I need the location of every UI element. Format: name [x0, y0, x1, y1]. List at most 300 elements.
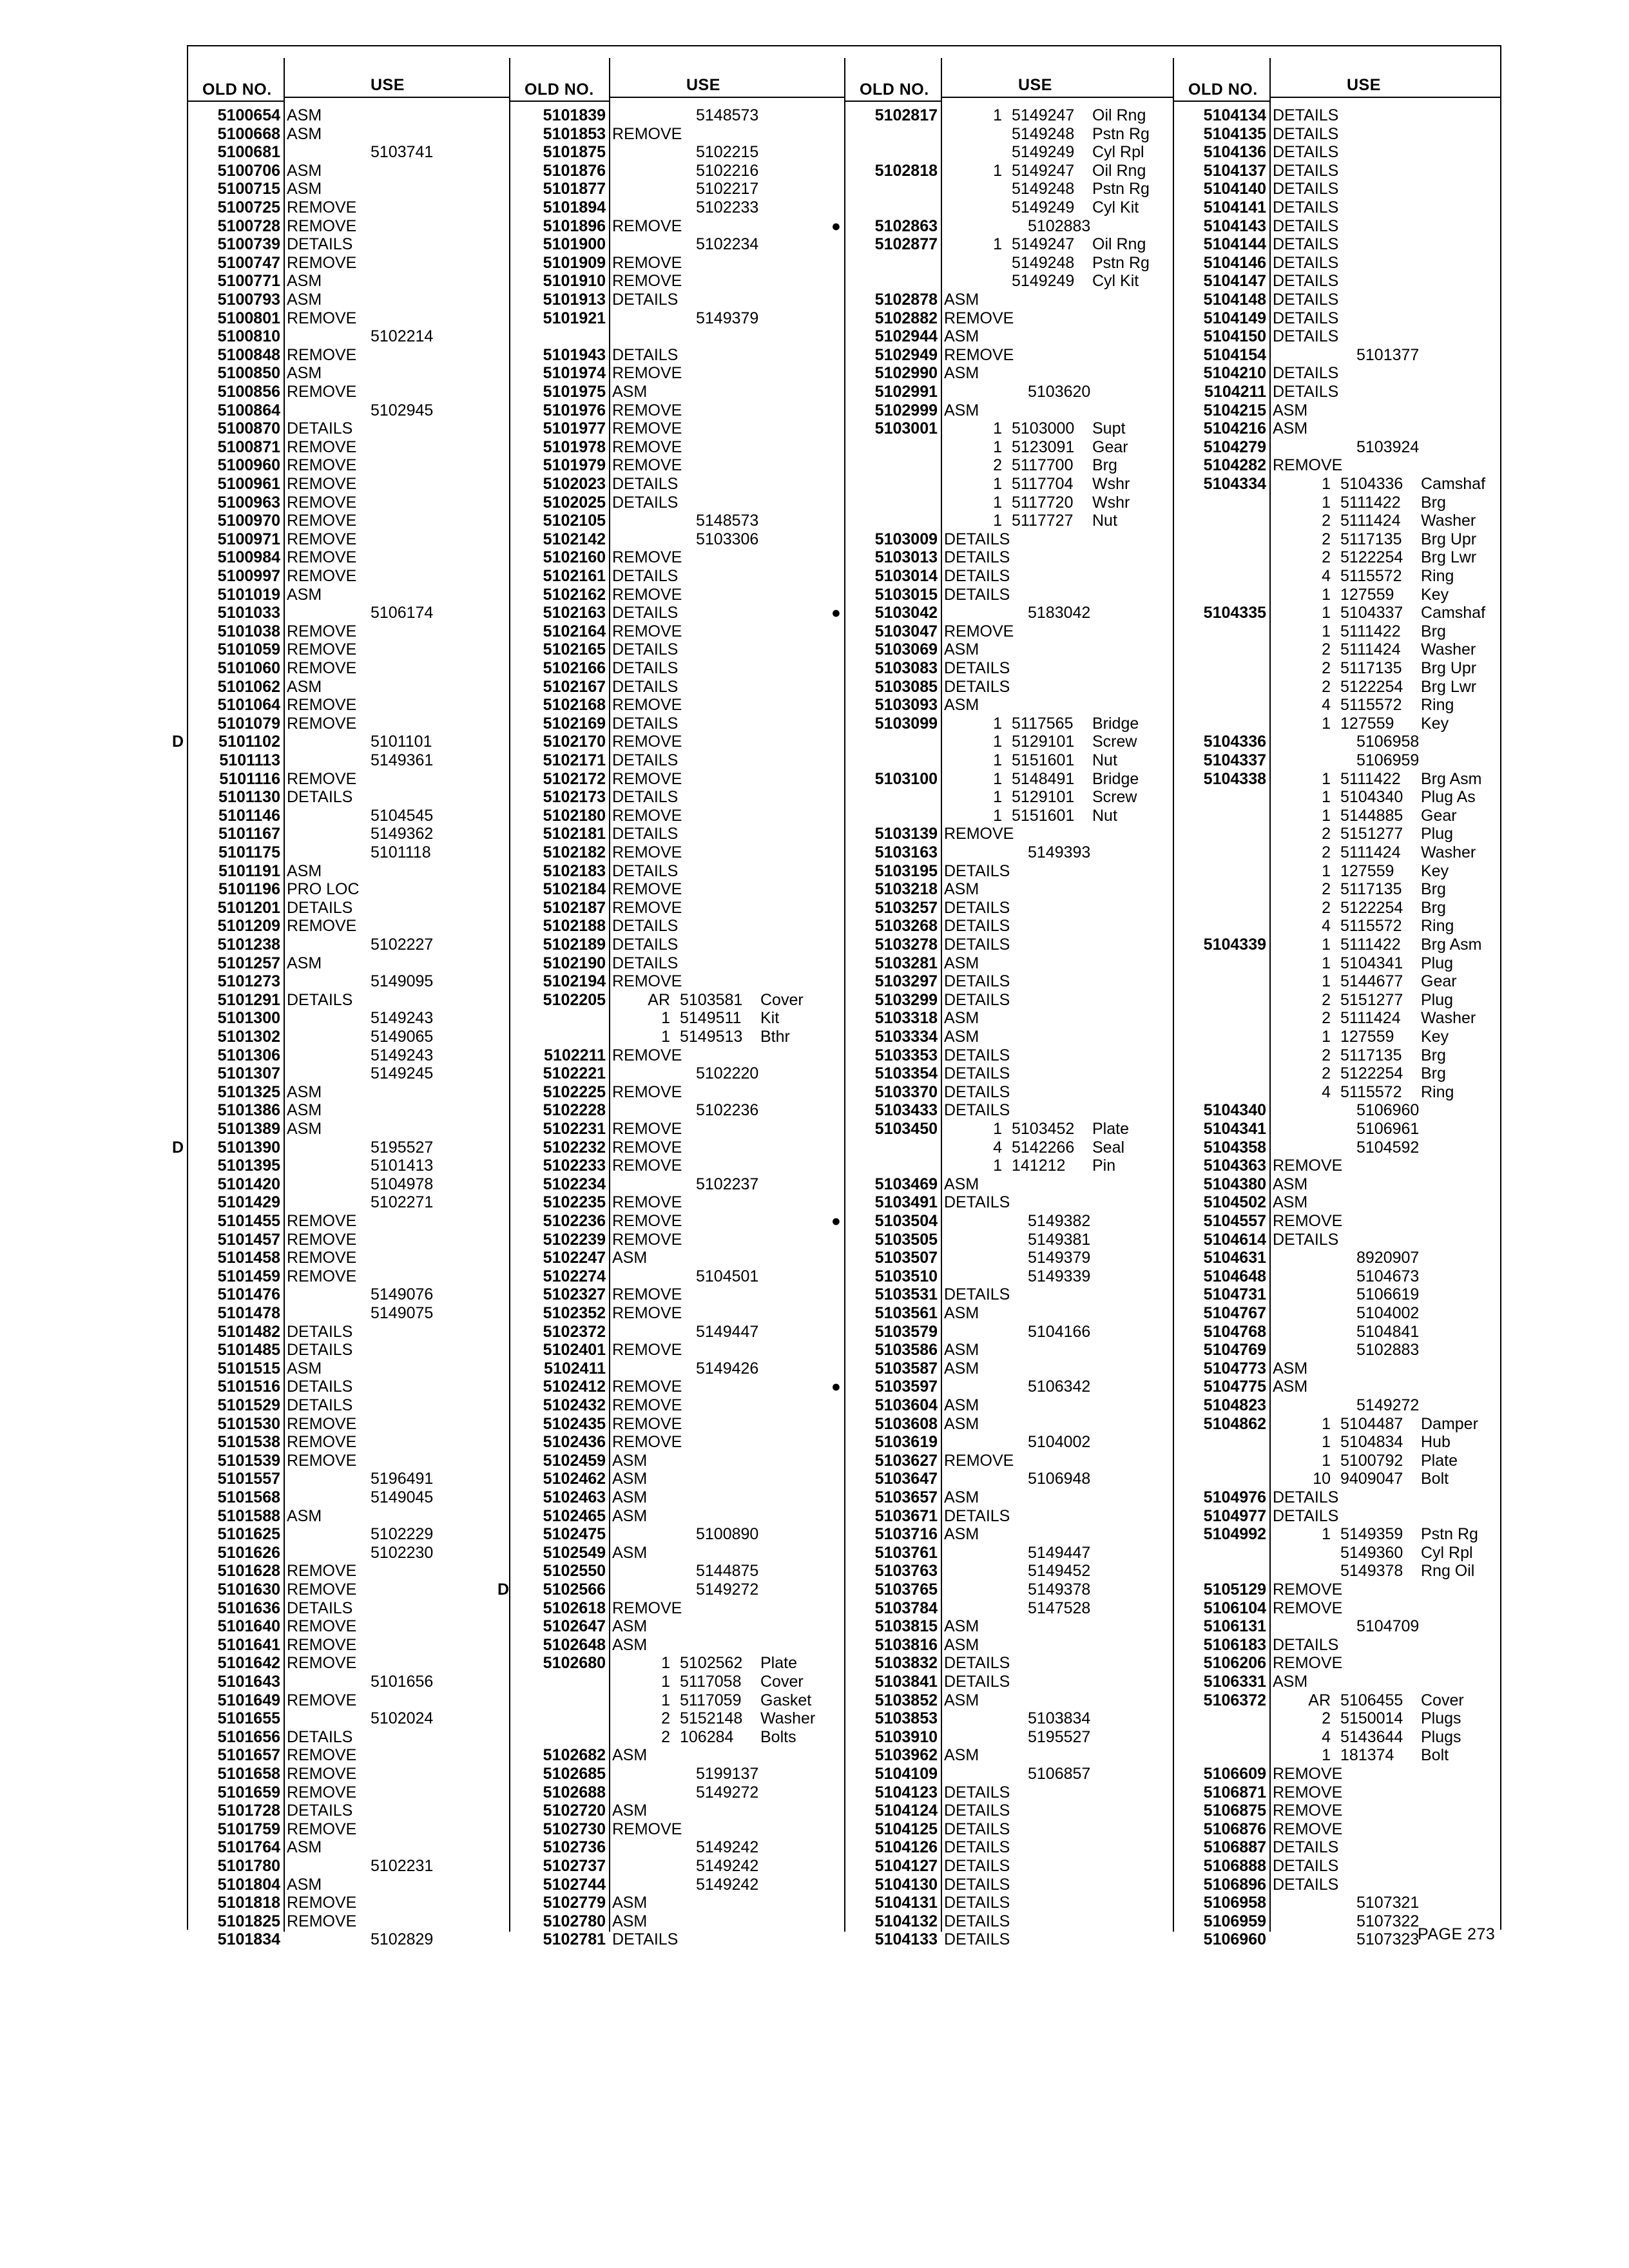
use-value: DETAILS [612, 659, 679, 677]
old-part-number: 5101978 [543, 437, 606, 456]
old-part-number: 5102165 [543, 640, 606, 659]
use-value: 5102883 [1356, 1341, 1420, 1360]
old-part-number: 5104279 [1203, 437, 1266, 456]
quantity: 1 [993, 733, 1002, 751]
part-description: Pstn Rg [1092, 253, 1150, 272]
use-value: REMOVE [1273, 1820, 1343, 1838]
use-value: DETAILS [1273, 309, 1339, 327]
use-value: ASM [944, 1746, 979, 1765]
use-value: ASM [944, 1396, 979, 1414]
use-value: REMOVE [287, 1267, 357, 1285]
row-marker: ● [831, 604, 841, 622]
quantity: 2 [1322, 843, 1331, 861]
old-part-number: 5101476 [217, 1285, 280, 1304]
old-part-number: 5103015 [874, 585, 938, 604]
use-value: REMOVE [1273, 1157, 1343, 1175]
old-part-number: 5102463 [543, 1488, 606, 1506]
part-description: Wshr [1092, 493, 1130, 512]
part-description: Nut [1092, 806, 1117, 825]
use-value: 5149075 [371, 1304, 434, 1322]
old-part-number: 5102023 [543, 475, 606, 493]
old-part-number: 5103716 [874, 1525, 938, 1544]
header-rule [941, 97, 1173, 98]
old-part-number: 5102737 [543, 1857, 606, 1875]
quantity: 1 [993, 512, 1002, 530]
use-value: ASM [944, 880, 979, 899]
use-value: 5149242 [696, 1875, 759, 1894]
use-value: REMOVE [287, 567, 357, 585]
use-value: 5151601 [1012, 806, 1075, 825]
use-value: DETAILS [944, 1838, 1010, 1857]
old-part-number: 5101759 [217, 1820, 280, 1838]
use-value: REMOVE [287, 769, 357, 788]
part-description: Pin [1092, 1157, 1116, 1175]
use-value: DETAILS [612, 567, 679, 585]
old-part-number: 5102411 [544, 1359, 606, 1378]
use-value: 5149362 [371, 825, 434, 843]
use-value: REMOVE [612, 1304, 682, 1322]
old-part-number: 5100725 [217, 198, 280, 216]
column-divider [284, 58, 285, 1932]
old-part-number: 5103318 [874, 1009, 938, 1028]
quantity: 4 [1322, 696, 1331, 715]
use-value: 5101118 [371, 843, 431, 861]
use-value: 5107323 [1356, 1930, 1420, 1949]
use-value: ASM [1273, 1673, 1308, 1691]
use-value: 5149272 [1356, 1396, 1420, 1414]
use-value: ASM [1273, 1378, 1308, 1396]
use-value: DETAILS [287, 1341, 353, 1360]
use-value: 5149359 [1340, 1525, 1403, 1544]
use-value: 5149243 [371, 1046, 434, 1064]
use-value: 5149379 [696, 309, 759, 327]
old-part-number: 5102233 [543, 1157, 606, 1175]
use-value: DETAILS [1273, 106, 1339, 124]
use-value: DETAILS [1273, 1838, 1339, 1857]
column-divider [1269, 58, 1271, 1932]
use-value: 5117704 [1012, 475, 1074, 493]
use-value: DETAILS [1273, 364, 1339, 383]
use-value: 5149247 [1012, 161, 1075, 180]
use-value: REMOVE [612, 1082, 682, 1101]
use-value: 5149452 [1028, 1562, 1091, 1581]
old-part-number: 5101291 [217, 990, 280, 1009]
part-description: Hub [1421, 1433, 1451, 1452]
quantity: 2 [1322, 640, 1331, 659]
use-value: ASM [944, 954, 979, 972]
old-part-number: 5101876 [543, 161, 606, 180]
use-value: DETAILS [612, 936, 679, 954]
use-value: 5149360 [1340, 1543, 1403, 1562]
column-divider [941, 58, 942, 1932]
use-value: DETAILS [612, 604, 679, 622]
old-part-number: 5102648 [543, 1635, 606, 1654]
old-part-number: 5102647 [543, 1617, 606, 1636]
use-value: REMOVE [612, 585, 682, 604]
old-part-number: 5100856 [217, 383, 280, 401]
use-value: ASM [287, 585, 322, 604]
old-part-number: 5103433 [874, 1101, 938, 1120]
use-value: 106284 [680, 1727, 734, 1746]
old-part-number: 5103507 [874, 1249, 938, 1267]
use-value: DETAILS [1273, 143, 1339, 162]
use-value: 5122254 [1340, 898, 1403, 917]
old-part-number: 5103278 [874, 936, 938, 954]
use-value: DETAILS [944, 677, 1010, 696]
quantity: AR [1308, 1691, 1331, 1709]
old-part-number: 5104109 [874, 1765, 938, 1783]
use-value: 5151277 [1340, 825, 1403, 843]
use-value: DETAILS [944, 1101, 1010, 1120]
old-part-number: 5101516 [217, 1378, 280, 1396]
quantity: 1 [1322, 622, 1331, 640]
use-value: ASM [287, 161, 322, 180]
use-value: ASM [287, 1101, 322, 1120]
use-value: 5149248 [1012, 180, 1075, 198]
use-value: 5102237 [696, 1175, 759, 1193]
quantity: 1 [993, 1157, 1002, 1175]
old-part-number: 5104126 [874, 1838, 938, 1857]
column-divider [609, 58, 610, 1932]
use-value: 5149247 [1012, 106, 1075, 124]
old-part-number: 5104768 [1203, 1322, 1266, 1341]
old-part-number: 5106959 [1203, 1912, 1266, 1930]
use-value: 5104002 [1356, 1304, 1420, 1322]
old-part-number: 5104336 [1203, 733, 1266, 751]
use-value: REMOVE [287, 1783, 357, 1802]
quantity: 1 [993, 806, 1002, 825]
part-description: Brg [1421, 898, 1446, 917]
old-part-number: 5102231 [543, 1120, 606, 1138]
old-part-number: 5101257 [217, 954, 280, 972]
use-value: REMOVE [612, 1414, 682, 1433]
use-value: 5101377 [1356, 345, 1420, 364]
old-part-number: 5101033 [217, 604, 280, 622]
use-value: 5104340 [1340, 788, 1403, 807]
old-part-number: 5101515 [217, 1359, 280, 1378]
use-value: 5149248 [1012, 253, 1075, 272]
old-part-number: 5103816 [874, 1635, 938, 1654]
use-value: 5149393 [1028, 843, 1091, 861]
part-description: Pstn Rg [1092, 124, 1150, 143]
old-part-number: 5104992 [1203, 1525, 1266, 1544]
use-value: 5117135 [1340, 530, 1402, 548]
use-value: DETAILS [944, 1857, 1010, 1875]
old-part-number: 5101825 [217, 1912, 280, 1930]
old-part-number: 5103841 [874, 1673, 938, 1691]
old-part-number: 5102236 [543, 1212, 606, 1230]
part-description: Plugs [1421, 1727, 1461, 1746]
use-value: 5103741 [371, 143, 434, 162]
use-value: 5149245 [371, 1064, 434, 1083]
old-part-number: 5101626 [217, 1543, 280, 1562]
old-part-number: 5102475 [543, 1525, 606, 1544]
old-part-number: 5104136 [1203, 143, 1266, 162]
quantity: 2 [1322, 548, 1331, 567]
use-value: DETAILS [944, 1064, 1010, 1083]
use-value: ASM [944, 401, 979, 419]
use-value: REMOVE [612, 769, 682, 788]
use-value: REMOVE [1273, 1599, 1343, 1617]
quantity: 1 [661, 1009, 670, 1028]
old-part-number: 5100715 [217, 180, 280, 198]
use-value: 141212 [1012, 1157, 1066, 1175]
use-value: DETAILS [944, 1673, 1010, 1691]
use-value: 5102214 [371, 327, 434, 346]
use-value: 181374 [1340, 1746, 1394, 1765]
use-value: REMOVE [287, 530, 357, 548]
use-value: REMOVE [287, 1635, 357, 1654]
old-part-number: 5102190 [543, 954, 606, 972]
use-value: ASM [612, 1543, 648, 1562]
use-value: DETAILS [1273, 1230, 1339, 1249]
use-value: REMOVE [612, 733, 682, 751]
use-value: REMOVE [287, 1746, 357, 1765]
old-part-number: 5102401 [543, 1341, 606, 1360]
use-value: REMOVE [287, 1451, 357, 1470]
part-description: Ring [1421, 696, 1454, 715]
use-value: ASM [1273, 1175, 1308, 1193]
old-part-number: 5101209 [217, 917, 280, 936]
old-part-number: 5103014 [874, 567, 938, 585]
use-value: 5102230 [371, 1543, 434, 1562]
use-value: 127559 [1340, 585, 1394, 604]
use-value: 5149339 [1028, 1267, 1091, 1285]
use-value: REMOVE [287, 1581, 357, 1599]
old-part-number: 5102181 [543, 825, 606, 843]
use-value: 5103834 [1028, 1709, 1091, 1728]
quantity: 1 [993, 475, 1002, 493]
old-part-number: 5104135 [1203, 124, 1266, 143]
use-value: DETAILS [612, 861, 679, 880]
use-value: 5101656 [371, 1673, 434, 1691]
old-part-number: 5102720 [543, 1802, 606, 1820]
old-part-number: 5101201 [217, 898, 280, 917]
quantity: 2 [1322, 512, 1331, 530]
use-value: DETAILS [944, 936, 1010, 954]
use-value: REMOVE [287, 659, 357, 677]
part-description: Screw [1092, 788, 1137, 807]
old-part-number: 5103671 [874, 1506, 938, 1525]
part-description: Brg Upr [1421, 659, 1477, 677]
old-part-number: 5101910 [543, 272, 606, 291]
header-rule [609, 97, 844, 98]
use-value: REMOVE [287, 1894, 357, 1912]
old-part-number: 5102863 [874, 216, 938, 235]
use-value: DETAILS [944, 1820, 1010, 1838]
use-value: REMOVE [287, 548, 357, 567]
use-value: 5104337 [1340, 604, 1403, 622]
old-part-number: 5104731 [1203, 1285, 1266, 1304]
old-part-number: 5104216 [1203, 419, 1266, 438]
header-rule [1269, 97, 1501, 98]
old-part-number: 5101102 [218, 733, 280, 751]
old-part-number: 5101079 [217, 714, 280, 733]
old-part-number: 5102188 [543, 917, 606, 936]
old-part-number: 5101196 [218, 880, 280, 899]
use-value: 5199137 [696, 1765, 759, 1783]
old-part-number: 5100963 [217, 493, 280, 512]
use-value: 5102234 [696, 235, 759, 254]
use-value: DETAILS [944, 659, 1010, 677]
old-part-number: 5102232 [543, 1138, 606, 1157]
old-part-number: 5101175 [218, 843, 280, 861]
use-value: 5142266 [1012, 1138, 1075, 1157]
use-value: ASM [612, 1894, 648, 1912]
old-part-number: 5103491 [874, 1193, 938, 1212]
quantity: 2 [993, 456, 1002, 475]
old-part-number: 5104149 [1203, 309, 1266, 327]
old-part-number: 5104124 [874, 1802, 938, 1820]
old-part-number: 5103504 [874, 1212, 938, 1230]
part-description: Ring [1421, 917, 1454, 936]
old-part-number: 5102235 [543, 1193, 606, 1212]
use-value: 5102883 [1028, 216, 1091, 235]
use-value: 5100890 [696, 1525, 759, 1544]
use-value: REMOVE [287, 216, 357, 235]
part-description: Brg Asm [1421, 769, 1482, 788]
use-value: 5149243 [371, 1009, 434, 1028]
old-part-number: 5103657 [874, 1488, 938, 1506]
use-value: 5101413 [371, 1157, 434, 1175]
use-value: ASM [612, 1249, 648, 1267]
use-value: 5104487 [1340, 1414, 1403, 1433]
old-part-number: 5104557 [1203, 1212, 1266, 1230]
header-rule [509, 101, 609, 102]
old-part-number: 5103505 [874, 1230, 938, 1249]
use-value: DETAILS [944, 990, 1010, 1009]
use-value: 5102271 [371, 1193, 434, 1212]
use-value: 5151277 [1340, 990, 1403, 1009]
quantity: 4 [993, 1138, 1002, 1157]
use-value: DETAILS [612, 677, 679, 696]
use-value: 5102220 [696, 1064, 759, 1083]
use-value: REMOVE [287, 253, 357, 272]
old-part-number: 5102566 [543, 1581, 606, 1599]
use-value: 5111422 [1340, 936, 1401, 954]
quantity: 1 [1322, 585, 1331, 604]
use-value: ASM [612, 1802, 648, 1820]
part-description: Cyl Kit [1092, 272, 1139, 291]
use-value: REMOVE [612, 124, 682, 143]
use-value: ASM [944, 364, 979, 383]
old-part-number: 5106372 [1203, 1691, 1266, 1709]
old-part-number: 5104127 [874, 1857, 938, 1875]
old-part-number: 5102999 [874, 401, 938, 419]
part-description: Bolts [760, 1727, 796, 1746]
part-description: Brg [1421, 622, 1446, 640]
old-part-number: 5102991 [874, 383, 938, 401]
use-value: 5149242 [696, 1857, 759, 1875]
use-value: ASM [1273, 401, 1308, 419]
old-part-number: 5106887 [1203, 1838, 1266, 1857]
quantity: 1 [1322, 493, 1331, 512]
quantity: 2 [1322, 1046, 1331, 1064]
quantity: AR [648, 990, 670, 1009]
part-description: Seal [1092, 1138, 1125, 1157]
old-part-number: 5105129 [1203, 1581, 1266, 1599]
row-marker: D [497, 1581, 509, 1599]
quantity: 2 [1322, 677, 1331, 696]
old-part-number: 5104154 [1203, 345, 1266, 364]
old-part-number: 5103297 [874, 972, 938, 991]
old-part-number: 5101420 [217, 1175, 280, 1193]
use-value: ASM [612, 1635, 648, 1654]
old-part-number: 5103627 [874, 1451, 938, 1470]
old-part-number: 5102436 [543, 1433, 606, 1452]
use-header: USE [371, 76, 405, 94]
use-value: REMOVE [944, 825, 1014, 843]
old-part-number: 5106183 [1203, 1635, 1266, 1654]
old-part-number: 5100997 [217, 567, 280, 585]
use-value: REMOVE [287, 383, 357, 401]
use-value: DETAILS [944, 567, 1010, 585]
use-value: ASM [944, 1488, 979, 1506]
part-description: Oil Rng [1092, 161, 1146, 180]
old-part-number: 5103852 [874, 1691, 938, 1709]
quantity: 1 [1322, 769, 1331, 788]
old-part-number: 5101064 [217, 696, 280, 715]
old-part-number: 5101976 [543, 401, 606, 419]
part-description: Cyl Rpl [1092, 143, 1144, 162]
use-value: 127559 [1340, 1028, 1394, 1046]
use-value: 5101101 [371, 733, 432, 751]
use-value: REMOVE [287, 1617, 357, 1636]
use-value: 5149447 [696, 1322, 759, 1341]
old-part-number: 5101538 [217, 1433, 280, 1452]
use-value: REMOVE [287, 917, 357, 936]
use-value: REMOVE [287, 456, 357, 475]
use-value: 5149249 [1012, 272, 1075, 291]
use-value: 5117059 [680, 1691, 742, 1709]
use-value: ASM [612, 1746, 648, 1765]
quantity: 1 [1322, 714, 1331, 733]
use-value: 5102236 [696, 1101, 759, 1120]
use-value: DETAILS [944, 1802, 1010, 1820]
use-value: 5117135 [1340, 880, 1402, 899]
use-value: 5144875 [696, 1562, 759, 1581]
use-value: ASM [612, 1488, 648, 1506]
old-part-number: 5101588 [217, 1506, 280, 1525]
old-part-number: 5102187 [543, 898, 606, 917]
old-part-number: 5104862 [1203, 1414, 1266, 1433]
old-part-number: 5101974 [543, 364, 606, 383]
use-value: 5149378 [1028, 1581, 1091, 1599]
use-value: REMOVE [612, 898, 682, 917]
quantity: 1 [1322, 788, 1331, 807]
quantity: 1 [661, 1028, 670, 1046]
use-value: ASM [612, 1506, 648, 1525]
use-value: REMOVE [287, 1691, 357, 1709]
old-part-number: 5102682 [543, 1746, 606, 1765]
old-part-number: 5100793 [217, 291, 280, 309]
quantity: 2 [1322, 530, 1331, 548]
use-value: 5102216 [696, 161, 759, 180]
old-part-number: 5104134 [1203, 106, 1266, 124]
old-part-number: 5103218 [874, 880, 938, 899]
use-value: 5104709 [1356, 1617, 1420, 1636]
old-part-number: 5101116 [219, 769, 280, 788]
old-part-number: 5101539 [217, 1451, 280, 1470]
use-value: ASM [944, 1635, 979, 1654]
old-part-number: 5104282 [1203, 456, 1266, 475]
part-description: Brg Upr [1421, 530, 1477, 548]
old-part-number: 5104380 [1203, 1175, 1266, 1193]
use-value: DETAILS [287, 1322, 353, 1341]
use-value: REMOVE [287, 696, 357, 715]
part-description: Bolt [1421, 1746, 1449, 1765]
use-value: DETAILS [1273, 124, 1339, 143]
